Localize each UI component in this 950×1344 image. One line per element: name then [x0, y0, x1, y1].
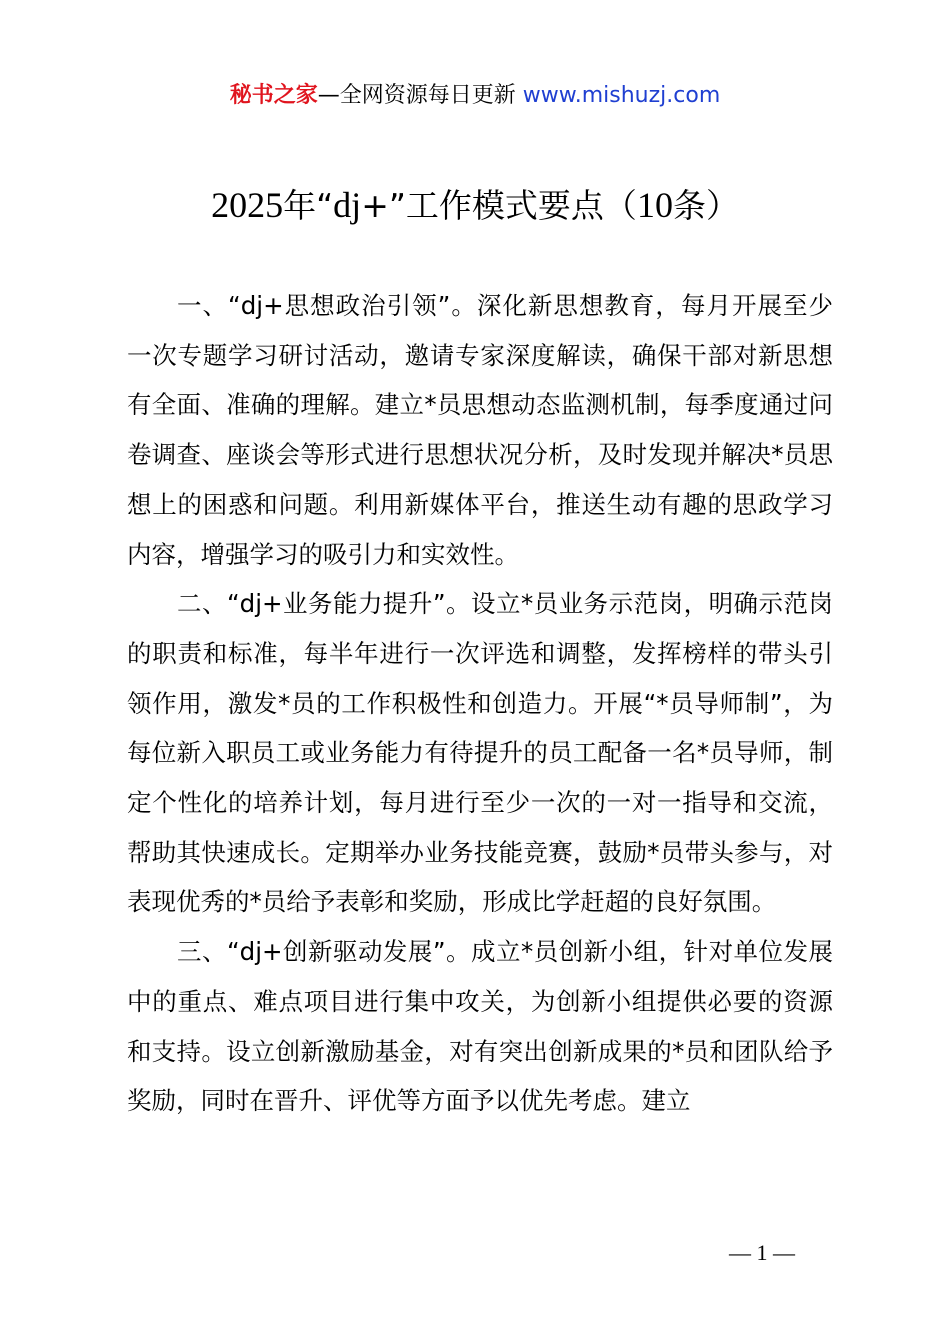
title-count: 10 [636, 185, 673, 225]
title-year: 2025 [211, 185, 284, 225]
paragraph-2: 二、“dj+业务能力提升”。设立*员业务示范岗，明确示范岗的职责和标准，每半年进行一次评选和调整，发挥榜样的带头引领作用，激发*员的工作积极性和创造力。开展“*员导师制”，为每位新入职员工或业务能力有待提升的员工配备一名*员导师，制定个性化的培养计划，每月进行至少一次的一对一指导和交流，帮助其快速成长。定期举办业务技能竞赛，鼓励*员带头参与，对表现优秀的*员给予表彰和奖励，形成比学赶超的良好氛围。 [127, 589, 833, 917]
paragraph-3: 三、“dj+创新驱动发展”。成立*员创新小组，针对单位发展中的重点、难点项目进行集中攻关，为创新小组提供必要的资源和支持。设立创新激励基金，对有突出创新成果的*员和团队给予奖励，同时在晋升、评优等方面予以优先考虑。建立 [127, 937, 833, 1116]
title-part-1: 年“ [283, 186, 334, 225]
banner-site-url[interactable]: www.mishuzj.com [522, 83, 721, 108]
title-part-2: +”工作模式要点（ [361, 186, 637, 225]
title-dj: dj [333, 185, 362, 225]
page-number: — 1 — [729, 1240, 795, 1265]
document-body [127, 281, 833, 1126]
title-part-3: 条） [672, 186, 739, 225]
site-banner [0, 80, 950, 112]
document-title [0, 180, 950, 231]
paragraph-1: 一、“dj+思想政治引领”。深化新思想教育，每月开展至少一次专题学习研讨活动，邀请专家深度解读，确保干部对新思想有全面、准确的理解。建立*员思想动态监测机制，每季度通过问卷调查、座谈会等形式进行思想状况分析，及时发现并解决*员思想上的困惑和问题。利用新媒体平台，推送生动有趣的思政学习内容，增强学习的吸引力和实效性。 [127, 291, 833, 569]
banner-tagline: —全网资源每日更新 [317, 83, 523, 108]
banner-site-name: 秘书之家 [229, 83, 318, 108]
